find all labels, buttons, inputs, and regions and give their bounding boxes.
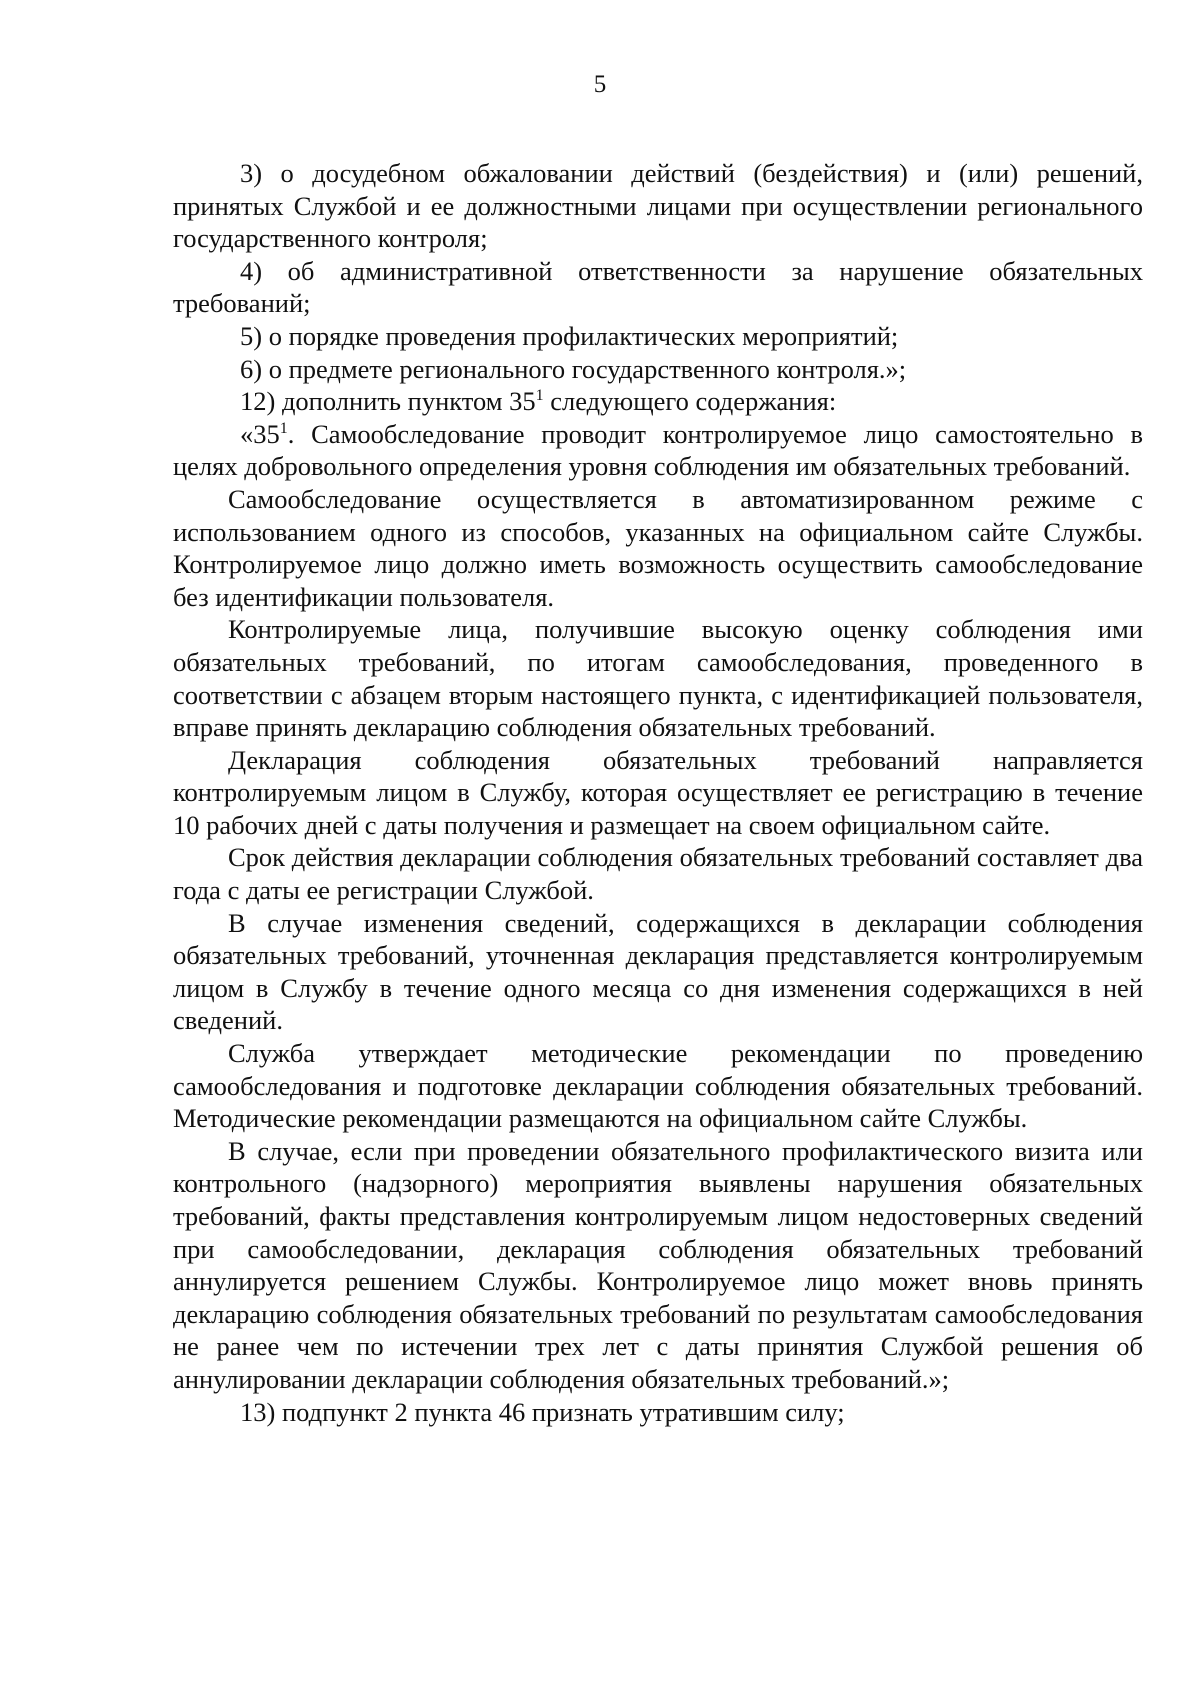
item-12-text-end: следующего содержания: bbox=[543, 386, 837, 417]
paragraph: 4) об административной ответственности за нарушение обязательных требований; bbox=[173, 255, 1143, 319]
paragraph: 5) о порядке проведения профилактических мероприятий; bbox=[240, 320, 899, 351]
paragraph: 3) о досудебном обжаловании действий (бездействия) и (или) решений, принятых Службой и ее должностными лицами при осуществлении регионального государственного контроля; bbox=[173, 158, 1143, 254]
document-body bbox=[173, 157, 1143, 1428]
paragraph: 13) подпункт 2 пункта 46 признать утратившим силу; bbox=[240, 1396, 845, 1427]
quote-35-1-start: «35 bbox=[240, 418, 280, 449]
paragraph: Служба утверждает методические рекомендации по проведению самообследования и подготовке декларации соблюдения обязательных требований. Методические рекомендации размещаются на официальном сайте Службы. bbox=[173, 1038, 1143, 1134]
paragraph: Декларация соблюдения обязательных требований направляется контролируемым лицом в Службу, которая осуществляет ее регистрацию в течение 10 рабочих дней с даты получения и размещает на своем официальном сайте. bbox=[173, 744, 1143, 840]
paragraph: В случае изменения сведений, содержащихся в декларации соблюдения обязательных требований, уточненная декларация представляется контролируемым лицом в Службу в течение одного месяца со дня изменения содержащихся в ней сведений. bbox=[173, 907, 1143, 1036]
quote-35-1-text: . Самообследование проводит контролируемое лицо самостоятельно в целях добровольного определения уровня соблюдения им обязательных требований. bbox=[173, 418, 1143, 482]
item-12-text-start: 12) дополнить пунктом 35 bbox=[240, 386, 536, 417]
paragraph: 6) о предмете регионального государственного контроля.»; bbox=[240, 353, 907, 384]
paragraph: Срок действия декларации соблюдения обязательных требований составляет два года с даты ее регистрации Службой. bbox=[173, 842, 1143, 906]
paragraph: Самообследование осуществляется в автоматизированном режиме с использованием одного из способов, указанных на официальном сайте Службы. Контролируемое лицо должно иметь возможность осуществить самообследование без идентификации пользователя. bbox=[173, 483, 1143, 612]
paragraph: Контролируемые лица, получившие высокую оценку соблюдения ими обязательных требований, по итогам самообследования, проведенного в соответствии с абзацем вторым настоящего пункта, с идентификацией пользователя, вправе принять декларацию соблюдения обязательных требований. bbox=[173, 614, 1143, 743]
quote-35-1-paragraph bbox=[173, 418, 1143, 483]
superscript-index: 1 bbox=[279, 419, 288, 437]
superscript-index: 1 bbox=[535, 387, 544, 405]
page-number: 5 bbox=[593, 71, 607, 98]
paragraph: В случае, если при проведении обязательного профилактического визита или контрольного (надзорного) мероприятия выявлены нарушения обязательных требований, факты представления контролируемым лицом недостоверных сведений при самообследовании, декларация соблюдения обязательных требований аннулируется решением Службы. Контролируемое лицо может вновь принять декларацию соблюдения обязательных требований по результатам самообследования не ранее чем по истечении трех лет с даты принятия Службой решения об аннулировании декларации соблюдения обязательных требований.»; bbox=[173, 1135, 1143, 1394]
item-12-paragraph bbox=[173, 385, 1143, 418]
